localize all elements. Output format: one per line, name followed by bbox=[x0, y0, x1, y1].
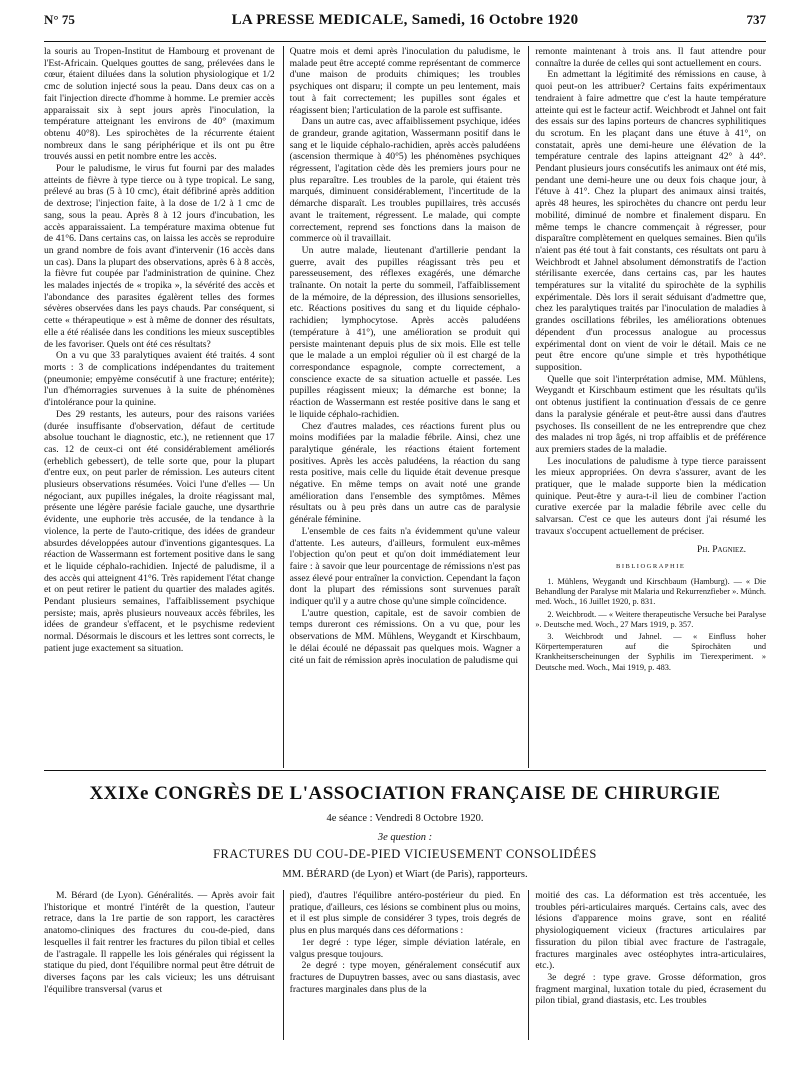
paragraph: moitié des cas. La déformation est très accentuée, les troubles péri-articulaires marqués. Certains cals, avec des lésions d'apparence moins grave, sont en réalité physiologiquement vicieux (fractures articulaires par fissuration du pilon tibial avec fracture de l'astragale, fractures marginales avec ostéophytes intra-articulaires, etc.). bbox=[535, 890, 766, 972]
paragraph: remonte maintenant à trois ans. Il faut attendre pour connaître la durée de celles qui sont actuellement en cours. bbox=[535, 46, 766, 69]
paragraph: L'autre question, capitale, est de savoir combien de temps dureront ces rémissions. On a vu que, pour les observations de MM. Mühlens, Weygandt et Kirschbaum, le délai écoulé ne dépassait pas quelques mois. Wagner a cité un fait de rémission après inoculation de paludisme qui bbox=[289, 607, 521, 666]
bibliography-item: 1. Mühlens, Weygandt und Kirschbaum (Hamburg). — « Die Behandlung der Paralyse mit Malaria und Rekurrenzfieber ». Münch. med. Woch., 16 Juillet 1920, p. 831. bbox=[535, 576, 766, 607]
congress-title: XXIXe CONGRÈS DE L'ASSOCIATION FRANÇAISE DE CHIRURGIE bbox=[89, 783, 721, 804]
paragraph: M. Bérard (de Lyon). Généralités. — Après avoir fait l'historique et montré l'intérêt de la question, l'auteur retrace, dans la 1re partie de son rapport, les caractères anatomo-cliniques des fractures du cou-de-pied, dans lesquelles il fait rentrer les fractures du pilon tibial et celles de l'astragale. Il rappelle les lois générales qui régissent la statique du pied, dont l'équilibre normal peut être détruit de diverses façons par les cals vicieux; les uns détruisant l'équilibre transversal (varus et bbox=[44, 890, 275, 995]
paragraph: 2e degré : type moyen, généralement consécutif aux fractures de Dupuytren basses, avec ou sans diastasis, avec fractures marginales dans plus de la bbox=[289, 960, 521, 995]
bibliography-item: 2. Weichbrodt. — « Weitere therapeutische Versuche bei Paralyse ». Deutsche med. Woch., 27 Mars 1919, p. 357. bbox=[535, 609, 766, 629]
congress-header bbox=[44, 783, 766, 880]
column-1 bbox=[44, 46, 275, 768]
paragraph: Pour le paludisme, le virus fut fourni par des malades atteints de fièvre à type tierce ou à type tropical. Le sang, prélevé au bras (5 à 10 cmc), était défibriné après addition de dextrose; l'injection faite, à la dose de 1/2 à 1 cmc de sang, sous la peau. Après 8 à 12 jours d'incubation, les accès apparaissaient. La température maxima obtenue fut de 41°6. Dans certains cas, on laissa les accès se reproduire un grand nombre de fois avant d'intervenir (16 accès dans un cas). Dans la plupart des observations, après 6 à 8 accès, la fièvre fut coupée par l'administration de quinine. Chez les malades injectés de « tropika », la sévérité des accès et l'abondance des parasites égalèrent telles des formes sévères observées dans les pays chauds. Par conséquent, si cette « thérapeutique » est à même de donner des résultats, elle a été réalisée dans les conditions les mieux susceptibles de les favoriser. Quels ont été ces résultats? bbox=[44, 163, 275, 350]
paragraph: Les inoculations de paludisme à type tierce paraissent les mieux appropriées. On devra s'assurer, avant de les pratiquer, que le malade supporte bien la médication quinique. Peut-être y aura-t-il lieu de combiner l'action curative exercée par la maladie fébrile avec celle du salvarsan. C'est ce que les auteurs dont j'ai résumé les travaux s'occupent actuellement de préciser. bbox=[535, 455, 766, 537]
page-header bbox=[44, 12, 766, 42]
column-2 bbox=[283, 46, 521, 768]
section-rule bbox=[44, 770, 766, 771]
report-column-1 bbox=[44, 890, 275, 1040]
paragraph: L'ensemble de ces faits n'a évidemment qu'une valeur d'attente. Les auteurs, d'ailleurs, formulent eux-mêmes l'objection qu'on peut et qu'on doit immédiatement leur faire : à savoir que leur pourcentage de rémissions n'est pas assez élevé pour entraîner la conviction. Cependant la façon dont la plupart des rémissions sont survenues paraît indiquer qu'il y a autre chose qu'une simple coïncidence. bbox=[289, 525, 521, 608]
journal-title: LA PRESSE MEDICALE, Samedi, 16 Octobre 1920 bbox=[231, 12, 579, 28]
paragraph: la souris au Tropen-Institut de Hambourg et provenant de l'Est-Africain. Quelques gouttes de sang, prélevées dans le cœur, étaient diluées dans la solution physiologique et 1/2 cmc de solution injecté sous la peau. Dans deux cas on a fait l'injection directe d'homme à homme. Le premier accès apparaissait six à sept jours après l'inoculation, la température atteignant les environs de 40° (maximum obtenu 40°8). Les spirochètes de la récurrente étaient nombreux dans le sang périphérique et ils ont pu être trouvés aussi en petit nombre entre les accès. bbox=[44, 46, 275, 163]
author-signature: Ph. Pagniez. bbox=[697, 543, 747, 555]
page-number: 737 bbox=[746, 12, 766, 27]
report-column-2 bbox=[283, 890, 521, 1040]
paragraph: Quelle que soit l'interprétation admise, MM. Mühlens, Weygandt et Kirschbaum estiment que les résultats qu'ils ont obtenus justifient la continuation d'essais de ce genre dans la paralysie générale et peut-être aussi dans d'autres psychoses. Ils conseillent de ne les entreprendre que chez des malades ni trop âgés, ni trop affaiblis et de préférence aux premiers stades de la maladie. bbox=[535, 373, 766, 455]
paragraph: pied), d'autres l'équilibre antéro-postérieur du pied. En pratique, d'ailleurs, ces lésions se combinent plus ou moins, et il est plus simple de considérer 3 types, trois degrés de plus en plus marqués dans ces déformations : bbox=[289, 890, 521, 937]
column-3 bbox=[528, 46, 766, 768]
paragraph: 3e degré : type grave. Grosse déformation, gros fragment marginal, luxation totale du pied, écrasement du pilon tibial, grand diastasis, etc. Les troubles bbox=[535, 971, 766, 1007]
report-column-3 bbox=[528, 890, 766, 1040]
rapporteurs-line: MM. BÉRARD (de Lyon) et Wiart (de Paris), rapporteurs. bbox=[282, 869, 528, 880]
seance-line: 4e séance : Vendredi 8 Octobre 1920. bbox=[326, 813, 484, 824]
paragraph: Quatre mois et demi après l'inoculation du paludisme, le malade peut être accepté comme représentant de commerce d'une maison de produits chimiques; les troubles psychiques ont disparu; il compte un peu lentement, mais tout à fait correctement; les pupilles sont égales et réagissent bien; l'articulation de la parole est suffisante. bbox=[289, 46, 521, 116]
paragraph: En admettant la légitimité des rémissions en cause, à quoi peut-on les attribuer? Certains faits expérimentaux tendraient à faire admettre que c'est la haute température atteinte qui est le facteur actif. Weichbrodt et Jahnel ont fait des essais sur des lapins porteurs de chancres syphilitiques du scrotum. En les plaçant dans une étuve à 41°, on constatait, après une demi-heure une élévation de la température centrale des lapins atteignant 42° à 44°. Pendant plusieurs jours consécutifs les animaux ont été mis, pendant une demi-heure une ou deux fois chaque jour, à l'étuve à 41°. Chez la plupart des animaux ainsi traités, après 48 heures, les spirochètes du chancre ont perdu leur mobilité, diminué de nombre et finalement disparu. En même temps le chancre commençait à régresser, pour disparaître complètement en quelques semaines. Bien qu'ils n'aient pas été tout à fait constants, ces résultats ont paru à Weichbrodt et Jahnel absolument démonstratifs de l'action stérilisante exercée, dans certains cas, par les hautes températures sur la vitalité du spirochète de la syphilis expérimentale. Dès lors il serait séduisant d'admettre que, chez les paralytiques traités par l'inoculation de maladies à grandes oscillations fébriles, les améliorations obtenues dépendent d'un processus analogue au processus expérimental dont on vient de voir le détail. Mais ce ne peut être encore qu'une simple et très hypothétique supposition. bbox=[535, 69, 766, 373]
paragraph: Un autre malade, lieutenant d'artillerie pendant la guerre, avait des pupilles réagissant très peu et paresseusement, des réflexes exagérés, une démarche traînante. On notait la perte du sommeil, l'affaiblissement de la mémoire, de la dépression, des illusions sensorielles, etc. Réactions positives du sang et du liquide céphalo-rachidien; lymphocytose. Après accès paludéens (température à 41°), une amélioration se produit qui persiste maintenant depuis plus de six mois. Elle est telle que le malade a un emploi régulier où il est chargé de la correspondance espagnole, compte correctement, a conscience exacte de sa situation actuelle et passée. Les pupilles réagissent mieux; la démarche est bonne; la réaction de Wassermann est restée positive dans le sang et le liquide céphalo-rachidien. bbox=[289, 244, 521, 420]
bibliography-item: 3. Weichbrodt und Jahnel. — « Einfluss hoher Körpertemperaturen auf die Spirochäten und Krankheitserscheinungen der Syphilis im Tierexperiment. » Deutsche med. Woch., Mai 1919, p. 483. bbox=[535, 631, 766, 672]
paragraph: On a vu que 33 paralytiques avaient été traités. 4 sont morts : 3 de complications indépendantes du traitement (pneumonie; empyème consécutif à une fracture; entérite); l'un d'hémorragies survenues à la suite de phénomènes d'intolérance pour la quinine. bbox=[44, 350, 275, 409]
bibliography bbox=[535, 577, 766, 673]
report-columns bbox=[44, 890, 766, 1040]
bibliography-title: BIBLIOGRAPHIE bbox=[616, 563, 686, 571]
question-label: 3e question : bbox=[377, 832, 433, 843]
issue-number: N° 75 bbox=[44, 12, 75, 27]
paragraph: 1er degré : type léger, simple déviation latérale, en valgus presque toujours. bbox=[289, 936, 521, 960]
paragraph: Chez d'autres malades, ces réactions furent plus ou moins modifiées par la maladie fébrile. Ainsi, chez une paralytique générale, les réactions étaient fortement positives. Après les accès paludéens, la réaction du sang resta positive, mais celle du liquide était devenue presque négative. En même temps on avait noté une grande amélioration dans l'ensemble des symptômes. Mêmes résultats ou à peu près dans un autre cas de paralysie générale féminine. bbox=[289, 420, 521, 526]
paragraph: Des 29 restants, les auteurs, pour des raisons variées (durée insuffisante d'observation, défaut de certitude absolue touchant le diagnostic, etc.), ne retiennent que 17 cas. 12 de ceux-ci ont été considérablement améliorés (erheblich gebessert), de telle sorte que, pour la plupart d'entre eux, on peut parler de rémission. Les auteurs citent plusieurs observations résumées. Voici l'une d'elles — Un négociant, aux pupilles inégales, la droite réagissant mal, présente une légère parésie faciale gauche, une dysarthrie évidente, une euphorie très accusée, de la tendance à la violence, la perte de l'auto-critique, des idées de grandeur absurdes développées autour d'inventions gigantesques. La réaction de Wassermann est fortement positive dans le sang et le liquide céphalo-rachidien. Injecté de paludisme, il a des accès qui atteignent 41°6. Très rapidement l'état change et on peut retirer le patient du quartier des malades agités. Pendant plusieurs semaines, l'affaiblissement psychique persiste; mais, après plusieurs nouveaux accès fébriles, les idées de grandeur s'effacent, et le psychisme redevient normal. Désormais le discours et les lettres sont corrects, le patient juge exactement sa situation. bbox=[44, 408, 275, 654]
paragraph: Dans un autre cas, avec affaiblissement psychique, idées de grandeur, grande agitation, Wassermann positif dans le sang et le liquide céphalo-rachidien, après accès paludéens (ascension thermique à 40°5) les phénomènes psychiques régressent, l'agitation cède dès les premiers jours pour ne plus reparaître. Les troubles de la parole, qui étaient très marqués, diminuent considérablement, l'incertitude de la démarche disparaît. Les troubles pupillaires, très accusés avant le traitement, régressent. Le malade, qui compte correctement, reprend ses fonctions dans la maison de commerce où il travaillait. bbox=[289, 116, 521, 245]
question-subject: FRACTURES DU COU-DE-PIED VICIEUSEMENT CONSOLIDÉES bbox=[213, 847, 597, 861]
article-columns bbox=[44, 46, 766, 768]
